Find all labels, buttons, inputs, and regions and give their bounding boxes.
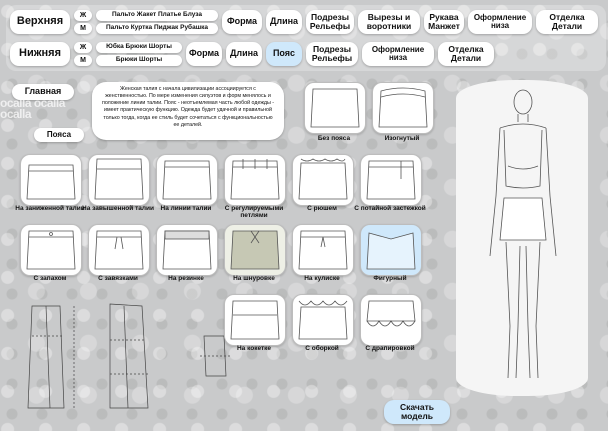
card-label: С рюшем xyxy=(307,205,337,212)
watermark-text: ocalla ocalla ocalla xyxy=(0,96,65,122)
gender-female-top-button[interactable]: Ж xyxy=(74,10,92,21)
skirt-icon xyxy=(157,225,217,275)
skirt-icon xyxy=(373,83,433,133)
skirt-icon xyxy=(361,295,421,345)
card-label: С драпировкой xyxy=(365,345,415,352)
skirt-icon xyxy=(293,155,353,205)
section-title: Пояса xyxy=(34,128,84,142)
card-bez-poyasa[interactable] xyxy=(304,82,366,134)
skirt-icon xyxy=(293,225,353,275)
gender-male-top-button[interactable]: М xyxy=(74,23,92,34)
garments-male-bottom[interactable]: Брюки Шорты xyxy=(96,55,182,66)
skirt-icon xyxy=(157,155,217,205)
fashion-figure-drawing xyxy=(460,86,586,392)
card-label: Изогнутый xyxy=(384,135,420,142)
oformlenie-top-button[interactable]: Оформление низа xyxy=(468,10,532,34)
card-label: На линии талии xyxy=(160,205,212,212)
rukava-top-button[interactable]: Рукава Манжет xyxy=(424,10,464,34)
card-label: На заниженной талии xyxy=(15,205,85,212)
card-zanizhennaya-taliya[interactable] xyxy=(20,154,82,206)
otdelka-bottom-button[interactable]: Отделка Детали xyxy=(438,42,494,66)
card-label: С запахом xyxy=(33,275,67,282)
dlina-top-button[interactable]: Длина xyxy=(266,10,302,34)
skirt-icon xyxy=(89,155,149,205)
card-potainaya-zastezhka[interactable] xyxy=(360,154,422,206)
card-s-ryushem[interactable] xyxy=(292,154,354,206)
card-izognutyi[interactable] xyxy=(372,82,434,134)
skirt-icon xyxy=(305,83,365,133)
card-na-rezinke[interactable] xyxy=(156,224,218,276)
category-bottom-button[interactable]: Нижняя xyxy=(10,42,70,66)
oformlenie-bottom-button[interactable]: Оформление низа xyxy=(362,42,434,66)
skirt-icon xyxy=(21,225,81,275)
pattern-draft-drawing xyxy=(14,296,234,420)
skirt-icon xyxy=(225,155,285,205)
podrezy-bottom-button[interactable]: Подрезы Рельефы xyxy=(306,42,358,66)
card-s-zavyazkami[interactable] xyxy=(88,224,150,276)
card-s-zapakhom[interactable] xyxy=(20,224,82,276)
card-label: Фигурный xyxy=(373,275,407,282)
skirt-icon xyxy=(225,225,285,275)
forma-top-button[interactable]: Форма xyxy=(222,10,262,34)
card-label: На кокетке xyxy=(236,345,272,352)
dlina-bottom-button[interactable]: Длина xyxy=(226,42,262,66)
gender-male-bottom-button[interactable]: М xyxy=(74,55,92,66)
skirt-icon xyxy=(293,295,353,345)
card-label: На кулиске xyxy=(304,275,340,282)
card-label: С оборкой xyxy=(305,345,339,352)
skirt-icon xyxy=(361,155,421,205)
poyas-bottom-button[interactable]: Пояс xyxy=(266,42,302,66)
card-label: На шнуровке xyxy=(233,275,275,282)
card-s-oborkoi[interactable] xyxy=(292,294,354,346)
download-model-button[interactable]: Скачать модель xyxy=(384,400,450,424)
garments-female-bottom[interactable]: Юбка Брюки Шорты xyxy=(96,42,182,53)
category-top-button[interactable]: Верхняя xyxy=(10,10,70,34)
garments-male-top[interactable]: Пальто Куртка Пиджак Рубашка xyxy=(96,23,218,34)
gender-female-bottom-button[interactable]: Ж xyxy=(74,42,92,53)
garments-female-top[interactable]: Пальто Жакет Платье Блуза xyxy=(96,10,218,21)
card-label: На резинке xyxy=(168,275,204,282)
forma-bottom-button[interactable]: Форма xyxy=(186,42,222,66)
card-figurnyi[interactable] xyxy=(360,224,422,276)
skirt-icon xyxy=(225,295,285,345)
card-label: С потайной застежкой xyxy=(354,205,426,212)
card-label: С регулируемыми петлями xyxy=(224,205,284,219)
info-text-box: Женская талия с начала цивилизации ассоциируется с женственностью. По мере изменения силуэтов и форм менялось и положение линии талии. Пояс - неотъемлемая часть любой одежды - имеет практическую функцию. Одежда будет удачной и правильной только тогда, когда ее стиль будет сочетаться с функциональностью ее деталей. xyxy=(92,82,284,140)
skirt-icon xyxy=(89,225,149,275)
card-s-drapirovkoi[interactable] xyxy=(360,294,422,346)
card-liniya-talii[interactable] xyxy=(156,154,218,206)
home-button[interactable]: Главная xyxy=(12,84,74,100)
skirt-icon xyxy=(361,225,421,275)
card-zavyshennaya-taliya[interactable] xyxy=(88,154,150,206)
vyrezy-top-button[interactable]: Вырезы и воротники xyxy=(358,10,420,34)
podrezy-top-button[interactable]: Подрезы Рельефы xyxy=(306,10,354,34)
card-label: Без пояса xyxy=(317,135,351,142)
card-na-kokette[interactable] xyxy=(224,294,286,346)
card-label: С завязками xyxy=(98,275,138,282)
card-na-shnurovke[interactable] xyxy=(224,224,286,276)
card-na-kuliske[interactable] xyxy=(292,224,354,276)
card-label: На завышенной талии xyxy=(82,205,154,212)
card-reguliruemye-petli[interactable] xyxy=(224,154,286,206)
skirt-icon xyxy=(21,155,81,205)
otdelka-top-button[interactable]: Отделка Детали xyxy=(536,10,598,34)
